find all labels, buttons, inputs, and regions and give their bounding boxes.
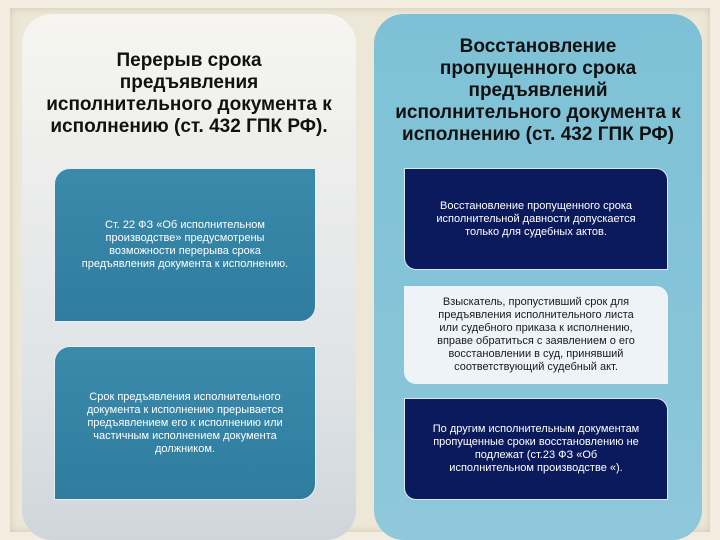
- right-panel: [374, 14, 702, 540]
- right-box-claimant: Взыскатель, пропустивший срок для предъявления исполнительного листа или судебного приказа к исполнению, вправе обратиться с заявлением о его восстановлении в суд, принявший соответствующий судебный акт.: [404, 286, 668, 384]
- right-panel-title: Восстановление пропущенного срока предъявлений исполнительного документа к исполнению (ст. 432 ГПК РФ): [395, 36, 681, 145]
- right-box-other-documents: По другим исполнительным документам пропущенные сроки восстановлению не подлежат (ст.23 ФЗ «Об исполнительном производстве «).: [404, 398, 668, 500]
- left-box-interruption: Срок предъявления исполнительного документа к исполнению прерывается предъявлением его к исполнению или частичным исполнением документа должником.: [54, 346, 316, 500]
- left-panel-title: Перерыв срока предъявления исполнительного документа к исполнению (ст. 432 ГПК РФ).: [46, 50, 332, 137]
- left-panel: [22, 14, 356, 540]
- left-box-article-22: Ст. 22 ФЗ «Об исполнительном производстве» предусмотрены возможности перерыва срока предъявления документа к исполнению.: [54, 168, 316, 322]
- right-box-court-acts: Восстановление пропущенного срока исполнительной давности допускается только для судебных актов.: [404, 168, 668, 270]
